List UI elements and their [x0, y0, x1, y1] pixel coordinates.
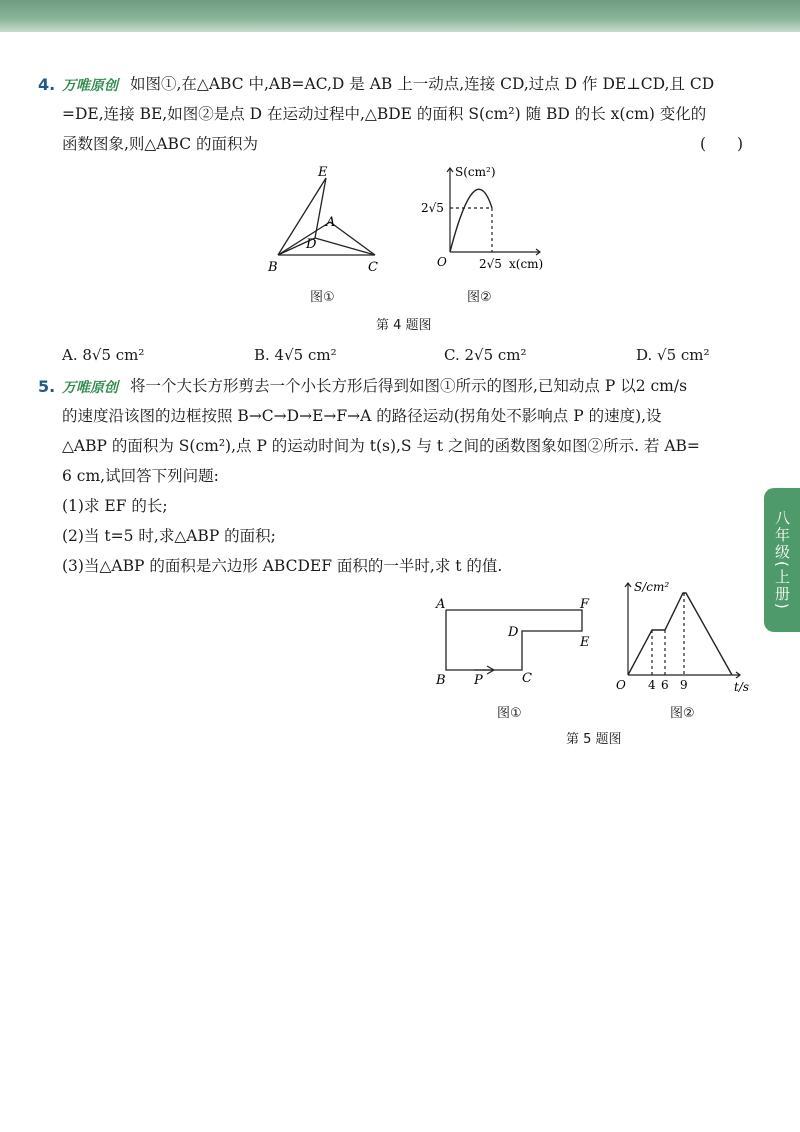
q5-figure-2-caption: 图②	[670, 706, 695, 721]
question-5-sub-2: (2)当 t=5 时,求△ABP 的面积;	[62, 527, 276, 545]
question-4-number: 4.	[38, 75, 56, 94]
q5-fig1-label-E: E	[580, 635, 590, 650]
question-5-line-2: 的速度沿该图的边框按照 B→C→D→E→F→A 的路径运动(拐角处不影响点 P 的速度),设	[62, 407, 662, 425]
q5-fig1-label-F: F	[580, 597, 590, 612]
q5-figure-1-shape	[430, 590, 600, 690]
question-4-tag: 万唯原创	[62, 78, 118, 94]
top-decorative-band	[0, 0, 800, 32]
question-5-tag: 万唯原创	[62, 380, 118, 396]
q4-fig1-label-C: C	[368, 260, 378, 275]
q5-fig1-label-P: P	[474, 673, 483, 688]
question-5-sub-3: (3)当△ABP 的面积是六边形 ABCDEF 面积的一半时,求 t 的值.	[62, 557, 503, 575]
grade-side-tab[interactable]: 八年级(上册)	[764, 488, 800, 632]
question-4-line-2: =DE,连接 BE,如图②是点 D 在运动过程中,△BDE 的面积 S(cm²) 随 BD 的长 x(cm) 变化的	[62, 105, 707, 123]
q5-figure-1-caption: 图①	[497, 706, 522, 721]
q4-option-b[interactable]: B. 4√5 cm²	[254, 346, 337, 364]
q5-figure-caption: 第 5 题图	[566, 732, 622, 747]
q5-fig2-tick-6: 6	[661, 678, 669, 692]
q4-option-c[interactable]: C. 2√5 cm²	[444, 346, 527, 364]
q4-fig1-label-E: E	[318, 165, 328, 180]
question-4-line-1: 如图①,在△ABC 中,AB=AC,D 是 AB 上一动点,连接 CD,过点 D 作 DE⊥CD,且 CD	[130, 75, 715, 93]
q4-figure-2-caption: 图②	[467, 290, 492, 305]
q4-fig1-label-A: A	[326, 215, 336, 230]
q4-fig1-label-D: D	[306, 237, 317, 252]
question-5-line-3: △ABP 的面积为 S(cm²),点 P 的运动时间为 t(s),S 与 t 之间的函数图象如图②所示. 若 AB=	[62, 437, 700, 455]
q5-fig1-label-C: C	[522, 671, 532, 686]
question-5-sub-1: (1)求 EF 的长;	[62, 497, 168, 515]
question-5-line-4: 6 cm,试回答下列问题:	[62, 467, 219, 485]
q4-fig1-label-B: B	[268, 260, 278, 275]
q4-option-d[interactable]: D. √5 cm²	[636, 346, 710, 364]
q4-fig2-xlabel: x(cm)	[509, 257, 544, 271]
q5-fig2-xlabel: t/s	[734, 680, 750, 694]
q4-fig2-origin: O	[437, 255, 447, 269]
q4-figure-1-caption: 图①	[310, 290, 335, 305]
q5-fig1-label-B: B	[436, 673, 446, 688]
q4-fig2-ylabel: S(cm²)	[455, 165, 496, 179]
question-4-line-3: 函数图象,则△ABC 的面积为	[62, 135, 259, 153]
q5-fig2-origin: O	[616, 678, 626, 692]
question-5-number: 5.	[38, 377, 56, 396]
q5-figure-2-graph	[610, 575, 760, 695]
q4-option-a[interactable]: A. 8√5 cm²	[62, 346, 145, 364]
q5-fig2-tick-9: 9	[680, 678, 688, 692]
q5-fig1-label-A: A	[436, 597, 446, 612]
q4-figure-1-triangle	[260, 160, 390, 280]
q5-fig2-tick-4: 4	[648, 678, 656, 692]
q4-figure-caption: 第 4 题图	[376, 318, 432, 333]
question-5-line-1: 将一个大长方形剪去一个小长方形后得到如图①所示的图形,已知动点 P 以2 cm/s	[130, 377, 688, 395]
q5-fig2-ylabel: S/cm²	[634, 580, 670, 594]
q4-fig2-xvalue: 2√5	[479, 257, 502, 271]
q4-fig2-yvalue: 2√5	[421, 201, 444, 215]
q5-fig1-label-D: D	[508, 625, 519, 640]
question-4-answer-paren: ( )	[700, 135, 744, 153]
q4-figure-2-graph	[415, 160, 555, 280]
